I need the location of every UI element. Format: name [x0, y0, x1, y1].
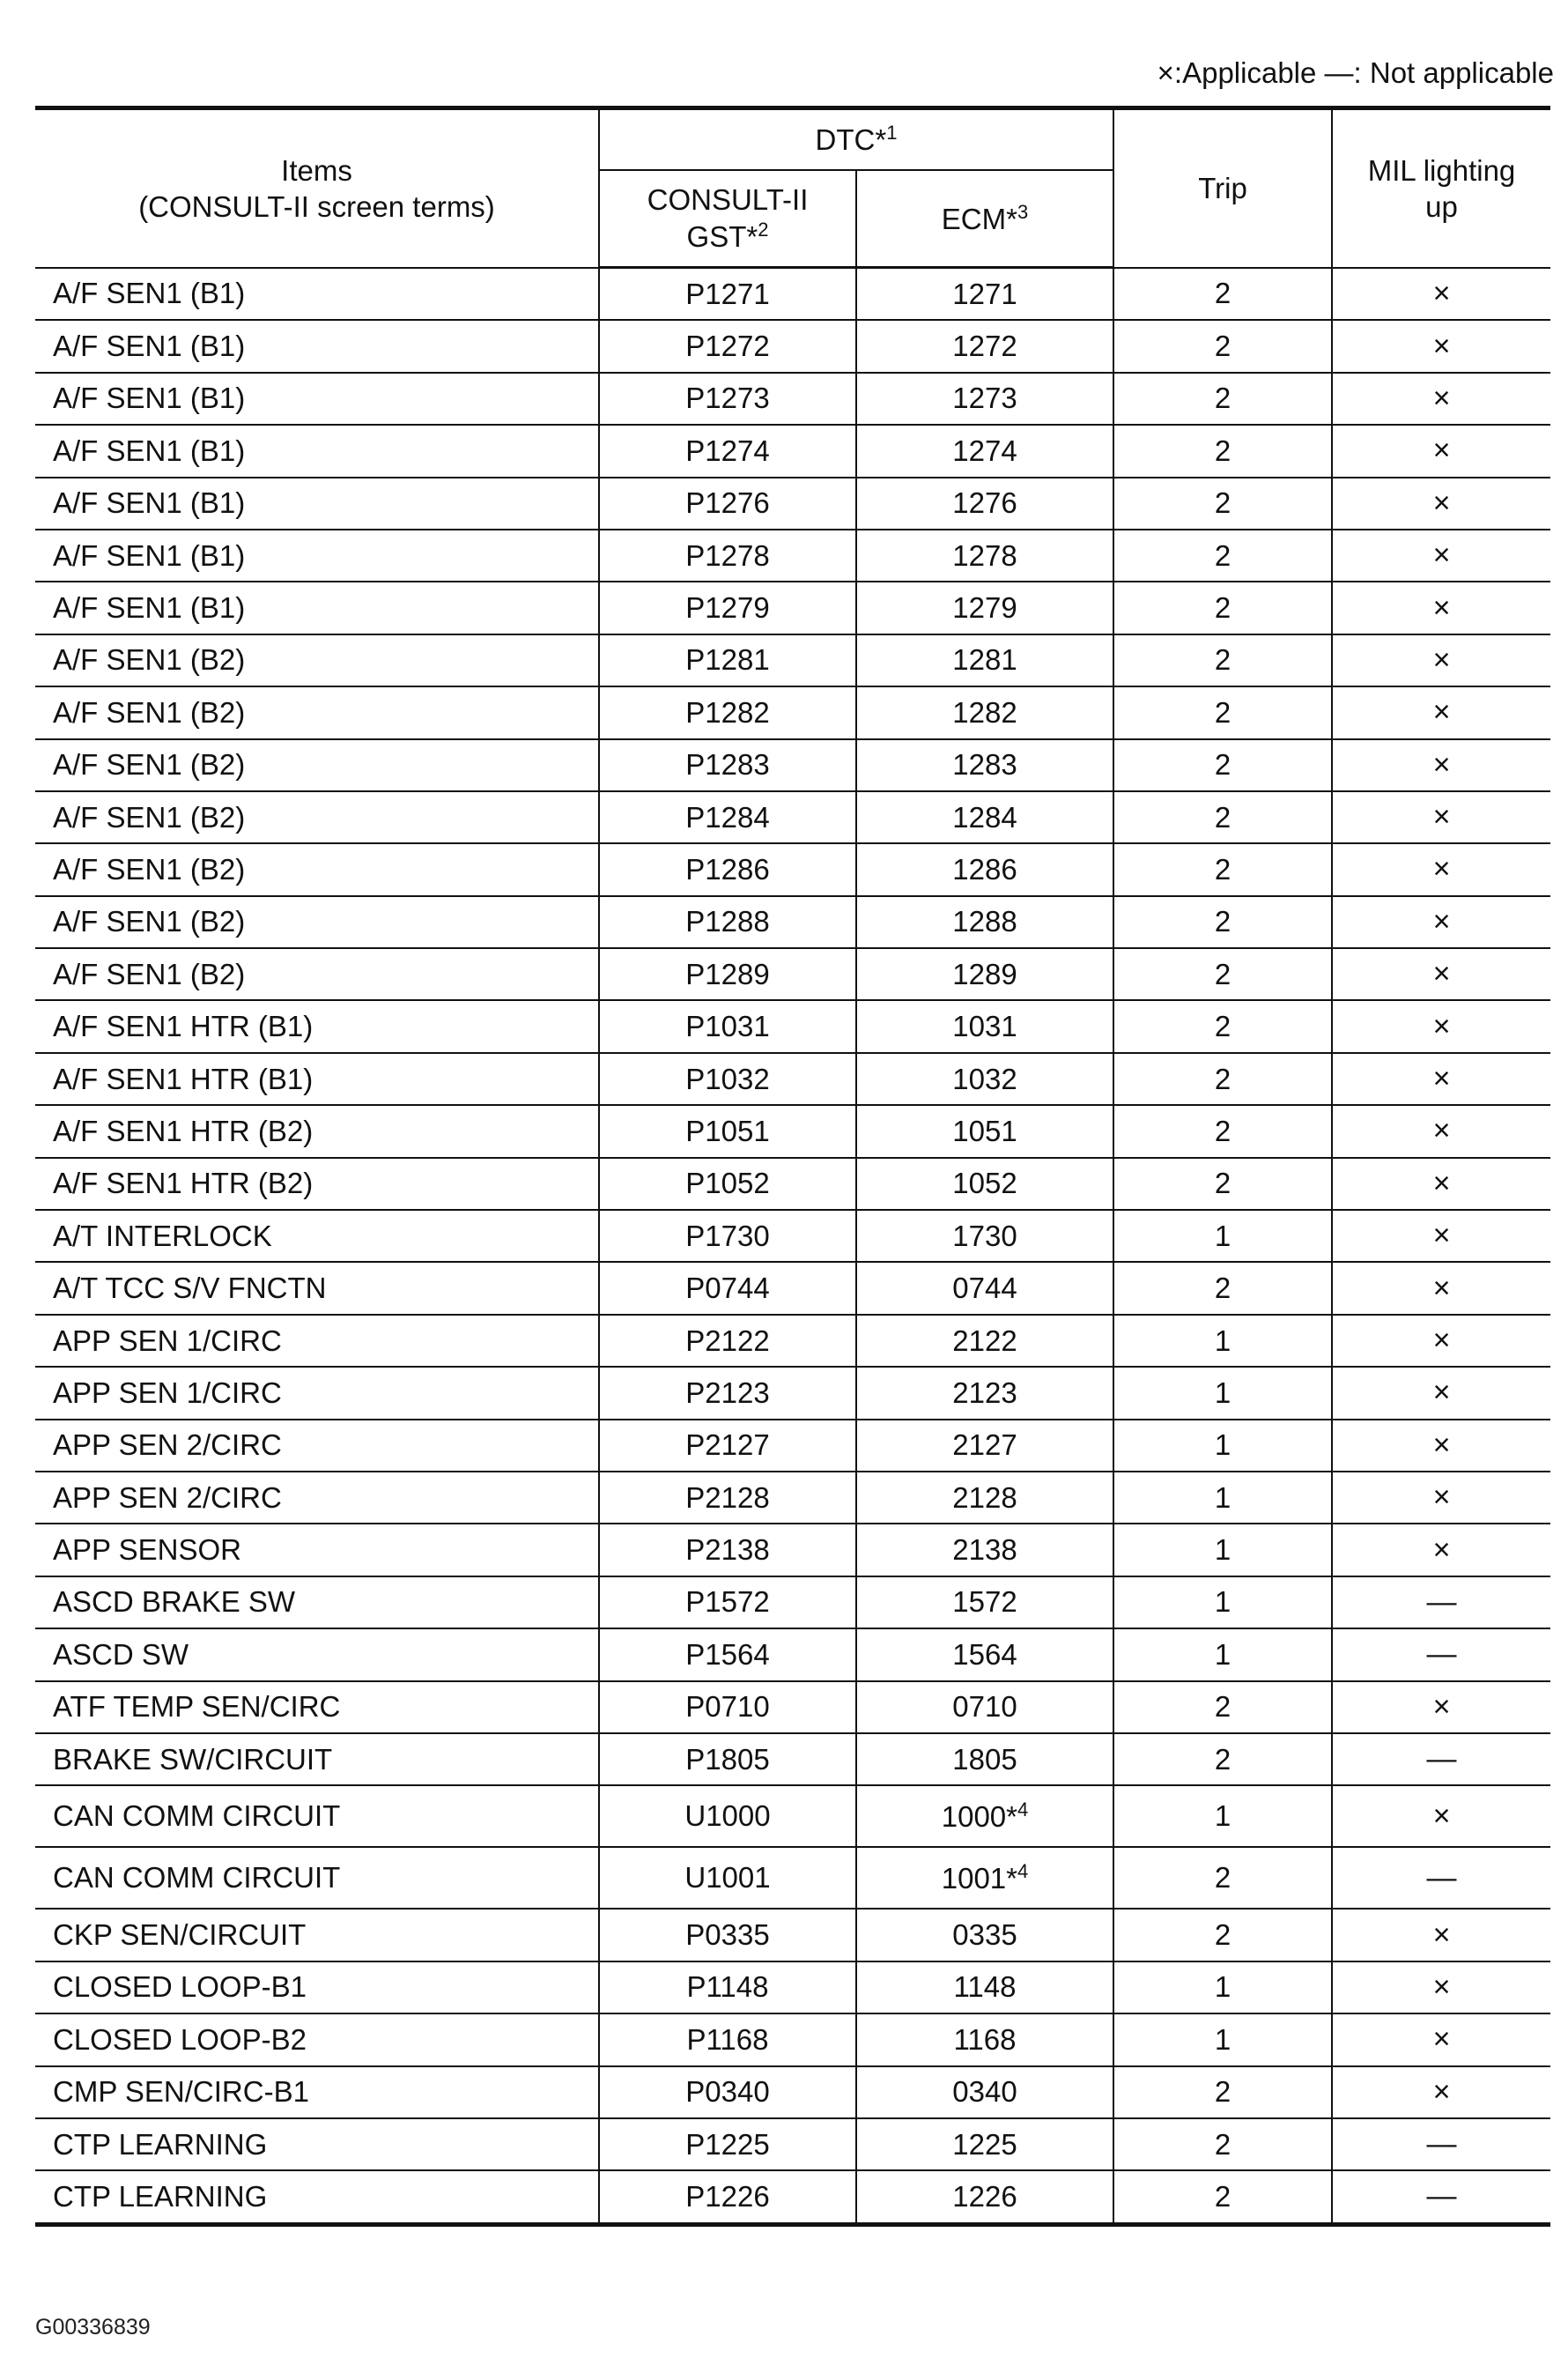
table-row: [35, 1628, 1550, 1680]
mil-cell: ×: [1332, 2013, 1550, 2065]
item-cell: APP SEN 1/CIRC: [35, 1367, 599, 1419]
ecm-code-cell: 2123: [856, 1367, 1113, 1419]
item-cell: A/F SEN1 (B2): [35, 791, 599, 843]
mil-cell: —: [1332, 1576, 1550, 1628]
ecm-code-cell: 1226: [856, 2170, 1113, 2224]
trip-cell: 2: [1113, 478, 1332, 530]
consult-code-cell: P2122: [599, 1315, 856, 1367]
ecm-code-cell: 1031: [856, 1000, 1113, 1052]
mil-cell: ×: [1332, 739, 1550, 791]
ecm-code-cell: 1225: [856, 2118, 1113, 2170]
ecm-code-cell: 1273: [856, 373, 1113, 425]
item-cell: ASCD BRAKE SW: [35, 1576, 599, 1628]
item-cell: CLOSED LOOP-B1: [35, 1961, 599, 2013]
ecm-code-cell: 1286: [856, 843, 1113, 895]
trip-cell: 1: [1113, 1210, 1332, 1262]
consult-code-cell: P1273: [599, 373, 856, 425]
trip-cell: 2: [1113, 948, 1332, 1000]
trip-cell: 2: [1113, 530, 1332, 582]
ecm-code-cell: 1283: [856, 739, 1113, 791]
item-cell: A/F SEN1 (B2): [35, 739, 599, 791]
ecm-code-cell: 2127: [856, 1420, 1113, 1472]
table-row: [35, 1262, 1550, 1314]
table-row: [35, 2170, 1550, 2224]
dtc-header-label: DTC*: [815, 123, 887, 157]
table-row: [35, 948, 1550, 1000]
mil-cell: ×: [1332, 1105, 1550, 1157]
consult-code-cell: P1226: [599, 2170, 856, 2224]
ecm-code-cell: 1805: [856, 1733, 1113, 1785]
consult-code-cell: P1148: [599, 1961, 856, 2013]
trip-cell: 1: [1113, 1576, 1332, 1628]
consult-code-cell: P1032: [599, 1053, 856, 1105]
trip-cell: 2: [1113, 2118, 1332, 2170]
item-cell: BRAKE SW/CIRCUIT: [35, 1733, 599, 1785]
consult-code-cell: P1271: [599, 268, 856, 321]
mil-header-title: MIL lighting: [1367, 153, 1516, 187]
item-cell: CTP LEARNING: [35, 2118, 599, 2170]
trip-cell: 2: [1113, 1105, 1332, 1157]
consult-code-cell: P2123: [599, 1367, 856, 1419]
mil-cell: ×: [1332, 1524, 1550, 1576]
mil-cell: ×: [1332, 373, 1550, 425]
table-row: [35, 686, 1550, 738]
mil-cell: ×: [1332, 1000, 1550, 1052]
item-cell: A/F SEN1 (B2): [35, 948, 599, 1000]
consult-code-cell: P1282: [599, 686, 856, 738]
ecm-code-cell: 1000*$^4$: [856, 1785, 1113, 1847]
consult-code-cell: P0340: [599, 2066, 856, 2118]
ecm-code-cell: 1276: [856, 478, 1113, 530]
mil-cell: ×: [1332, 1053, 1550, 1105]
mil-cell: ×: [1332, 478, 1550, 530]
item-cell: ASCD SW: [35, 1628, 599, 1680]
consult-code-cell: U1000: [599, 1785, 856, 1847]
legend: ×:Applicable —: Not applicable: [1157, 56, 1554, 89]
table-row: [35, 1315, 1550, 1367]
trip-cell: 2: [1113, 1909, 1332, 1961]
item-cell: A/F SEN1 HTR (B1): [35, 1053, 599, 1105]
trip-cell: 1: [1113, 1367, 1332, 1419]
mil-cell: ×: [1332, 1315, 1550, 1367]
table-row: [35, 896, 1550, 948]
gst-header-label: GST*$^2$: [686, 219, 769, 254]
consult-code-cell: P0710: [599, 1681, 856, 1733]
dtc-header: [599, 108, 1113, 170]
consult-header: [599, 170, 856, 268]
item-cell: A/F SEN1 (B2): [35, 896, 599, 948]
mil-cell: ×: [1332, 948, 1550, 1000]
ecm-code-cell: 1271: [856, 268, 1113, 321]
table-row: [35, 1420, 1550, 1472]
ecm-code-cell: 2122: [856, 1315, 1113, 1367]
trip-header: Trip: [1113, 108, 1332, 268]
ecm-code-cell: 1278: [856, 530, 1113, 582]
trip-cell: 2: [1113, 2170, 1332, 2224]
ecm-header: [856, 170, 1113, 268]
trip-cell: 1: [1113, 1628, 1332, 1680]
ecm-footnote: 4: [1017, 1798, 1029, 1821]
consult-code-cell: P1572: [599, 1576, 856, 1628]
item-cell: A/F SEN1 (B1): [35, 478, 599, 530]
item-cell: A/F SEN1 (B1): [35, 582, 599, 634]
item-cell: A/F SEN1 (B1): [35, 373, 599, 425]
trip-cell: 2: [1113, 320, 1332, 372]
ecm-code-cell: 2128: [856, 1472, 1113, 1524]
ecm-code-cell: 1168: [856, 2013, 1113, 2065]
ecm-code-cell: 1282: [856, 686, 1113, 738]
item-cell: APP SEN 1/CIRC: [35, 1315, 599, 1367]
item-cell: A/F SEN1 (B2): [35, 634, 599, 686]
trip-cell: 2: [1113, 1000, 1332, 1052]
ecm-code-cell: 1274: [856, 425, 1113, 477]
trip-cell: 1: [1113, 1472, 1332, 1524]
item-cell: A/T INTERLOCK: [35, 1210, 599, 1262]
consult-code-cell: P1279: [599, 582, 856, 634]
consult-code-cell: P1278: [599, 530, 856, 582]
ecm-code-cell: 1052: [856, 1158, 1113, 1210]
trip-cell: 2: [1113, 268, 1332, 321]
ecm-code-cell: 1284: [856, 791, 1113, 843]
table-row: [35, 1367, 1550, 1419]
table-row: [35, 373, 1550, 425]
mil-cell: ×: [1332, 686, 1550, 738]
ecm-code-cell: 0340: [856, 2066, 1113, 2118]
mil-cell: ×: [1332, 1420, 1550, 1472]
consult-code-cell: P1281: [599, 634, 856, 686]
table-row: [35, 2013, 1550, 2065]
mil-cell: —: [1332, 1847, 1550, 1909]
consult-code-cell: P1283: [599, 739, 856, 791]
consult-code-cell: P1276: [599, 478, 856, 530]
item-cell: CKP SEN/CIRCUIT: [35, 1909, 599, 1961]
trip-cell: 2: [1113, 896, 1332, 948]
consult-code-cell: P1730: [599, 1210, 856, 1262]
consult-code-cell: P1805: [599, 1733, 856, 1785]
dtc-footnote: 1: [886, 122, 898, 145]
table-row: [35, 2066, 1550, 2118]
ecm-code-cell: 0744: [856, 1262, 1113, 1314]
ecm-header-label: ECM*: [941, 202, 1017, 235]
trip-cell: 1: [1113, 1420, 1332, 1472]
consult-code-cell: P1289: [599, 948, 856, 1000]
ecm-footnote: 4: [1017, 1860, 1029, 1883]
table-row: [35, 1158, 1550, 1210]
item-cell: CTP LEARNING: [35, 2170, 599, 2224]
ecm-code-cell: 1281: [856, 634, 1113, 686]
table-row: [35, 268, 1550, 321]
item-cell: ATF TEMP SEN/CIRC: [35, 1681, 599, 1733]
trip-cell: 1: [1113, 2013, 1332, 2065]
mil-cell: ×: [1332, 1210, 1550, 1262]
consult-code-cell: P2127: [599, 1420, 856, 1472]
trip-cell: 2: [1113, 686, 1332, 738]
item-cell: CMP SEN/CIRC-B1: [35, 2066, 599, 2118]
consult-code-cell: P1286: [599, 843, 856, 895]
table-row: [35, 1785, 1550, 1847]
item-cell: A/F SEN1 (B1): [35, 530, 599, 582]
trip-cell: 2: [1113, 739, 1332, 791]
ecm-code-cell: 1051: [856, 1105, 1113, 1157]
mil-cell: ×: [1332, 582, 1550, 634]
mil-cell: ×: [1332, 2066, 1550, 2118]
trip-cell: 2: [1113, 1158, 1332, 1210]
consult-code-cell: P1288: [599, 896, 856, 948]
table-row: [35, 843, 1550, 895]
table-row: [35, 739, 1550, 791]
mil-cell: —: [1332, 2118, 1550, 2170]
trip-cell: 2: [1113, 843, 1332, 895]
table-row: [35, 425, 1550, 477]
mil-cell: ×: [1332, 1472, 1550, 1524]
mil-cell: ×: [1332, 268, 1550, 321]
item-cell: APP SENSOR: [35, 1524, 599, 1576]
item-cell: A/F SEN1 (B2): [35, 843, 599, 895]
mil-header-subtitle: up: [1425, 189, 1458, 223]
item-cell: CAN COMM CIRCUIT: [35, 1847, 599, 1909]
items-header: [35, 108, 599, 268]
item-cell: CLOSED LOOP-B2: [35, 2013, 599, 2065]
ecm-code-cell: 1564: [856, 1628, 1113, 1680]
table-row: [35, 1733, 1550, 1785]
ecm-code-cell: 1272: [856, 320, 1113, 372]
table-row: [35, 1053, 1550, 1105]
trip-cell: 2: [1113, 425, 1332, 477]
mil-cell: ×: [1332, 320, 1550, 372]
item-cell: CAN COMM CIRCUIT: [35, 1785, 599, 1847]
figure-code: G00336839: [35, 2315, 151, 2340]
mil-cell: —: [1332, 1733, 1550, 1785]
consult-code-cell: P1051: [599, 1105, 856, 1157]
item-cell: A/F SEN1 (B1): [35, 268, 599, 321]
mil-cell: ×: [1332, 1367, 1550, 1419]
ecm-code-cell: 1730: [856, 1210, 1113, 1262]
ecm-code-cell: 1279: [856, 582, 1113, 634]
trip-cell: 1: [1113, 1961, 1332, 2013]
mil-cell: —: [1332, 2170, 1550, 2224]
mil-cell: ×: [1332, 530, 1550, 582]
trip-cell: 2: [1113, 1053, 1332, 1105]
consult-code-cell: P1225: [599, 2118, 856, 2170]
item-cell: A/F SEN1 (B1): [35, 320, 599, 372]
ecm-code-cell: 2138: [856, 1524, 1113, 1576]
ecm-code-cell: 1001*$^4$: [856, 1847, 1113, 1909]
table-row: [35, 1909, 1550, 1961]
ecm-code-cell: 0335: [856, 1909, 1113, 1961]
table-row: [35, 582, 1550, 634]
table-row: [35, 2118, 1550, 2170]
consult-code-cell: P1272: [599, 320, 856, 372]
mil-cell: ×: [1332, 896, 1550, 948]
consult-code-cell: P1274: [599, 425, 856, 477]
ecm-footnote: 3: [1017, 200, 1029, 223]
ecm-code-cell: 1288: [856, 896, 1113, 948]
consult-code-cell: P1284: [599, 791, 856, 843]
mil-cell: ×: [1332, 634, 1550, 686]
gst-footnote: 2: [758, 219, 769, 241]
consult-code-cell: P1564: [599, 1628, 856, 1680]
dtc-table: [35, 106, 1550, 2227]
trip-cell: 2: [1113, 2066, 1332, 2118]
trip-cell: 2: [1113, 373, 1332, 425]
consult-code-cell: P2138: [599, 1524, 856, 1576]
consult-header-label: CONSULT-II: [647, 183, 809, 216]
table-row: [35, 1472, 1550, 1524]
trip-cell: 2: [1113, 1847, 1332, 1909]
table-row: [35, 1961, 1550, 2013]
table-row: [35, 634, 1550, 686]
items-header-title: Items: [281, 153, 352, 187]
ecm-code-cell: 1289: [856, 948, 1113, 1000]
mil-cell: —: [1332, 1628, 1550, 1680]
table-row: [35, 320, 1550, 372]
table-row: [35, 478, 1550, 530]
trip-cell: 2: [1113, 1733, 1332, 1785]
trip-cell: 2: [1113, 1262, 1332, 1314]
item-cell: A/F SEN1 (B2): [35, 686, 599, 738]
table-row: [35, 1000, 1550, 1052]
table-row: [35, 1524, 1550, 1576]
table-row: [35, 1681, 1550, 1733]
trip-cell: 1: [1113, 1315, 1332, 1367]
trip-cell: 2: [1113, 1681, 1332, 1733]
mil-cell: ×: [1332, 843, 1550, 895]
consult-code-cell: P1168: [599, 2013, 856, 2065]
trip-cell: 1: [1113, 1785, 1332, 1847]
table-row: [35, 1210, 1550, 1262]
consult-code-cell: P0744: [599, 1262, 856, 1314]
trip-cell: 1: [1113, 1524, 1332, 1576]
mil-cell: ×: [1332, 1909, 1550, 1961]
mil-cell: ×: [1332, 1785, 1550, 1847]
mil-cell: ×: [1332, 1262, 1550, 1314]
ecm-code-cell: 1572: [856, 1576, 1113, 1628]
consult-code-cell: P2128: [599, 1472, 856, 1524]
mil-cell: ×: [1332, 1158, 1550, 1210]
mil-cell: ×: [1332, 425, 1550, 477]
mil-cell: ×: [1332, 791, 1550, 843]
item-cell: A/F SEN1 HTR (B2): [35, 1105, 599, 1157]
ecm-code-cell: 1032: [856, 1053, 1113, 1105]
item-cell: APP SEN 2/CIRC: [35, 1420, 599, 1472]
consult-code-cell: P1052: [599, 1158, 856, 1210]
trip-cell: 2: [1113, 582, 1332, 634]
trip-cell: 2: [1113, 634, 1332, 686]
item-cell: A/F SEN1 HTR (B2): [35, 1158, 599, 1210]
mil-cell: ×: [1332, 1961, 1550, 2013]
items-header-subtitle: (CONSULT-II screen terms): [138, 189, 495, 223]
table-row: [35, 530, 1550, 582]
table-row: [35, 1105, 1550, 1157]
consult-code-cell: P1031: [599, 1000, 856, 1052]
mil-cell: ×: [1332, 1681, 1550, 1733]
item-cell: APP SEN 2/CIRC: [35, 1472, 599, 1524]
table-row: [35, 1576, 1550, 1628]
trip-cell: 2: [1113, 791, 1332, 843]
item-cell: A/T TCC S/V FNCTN: [35, 1262, 599, 1314]
table-row: [35, 1847, 1550, 1909]
mil-header: [1332, 108, 1550, 268]
item-cell: A/F SEN1 HTR (B1): [35, 1000, 599, 1052]
ecm-code-cell: 1148: [856, 1961, 1113, 2013]
item-cell: A/F SEN1 (B1): [35, 425, 599, 477]
table-row: [35, 791, 1550, 843]
ecm-code-cell: 0710: [856, 1681, 1113, 1733]
consult-code-cell: P0335: [599, 1909, 856, 1961]
consult-code-cell: U1001: [599, 1847, 856, 1909]
